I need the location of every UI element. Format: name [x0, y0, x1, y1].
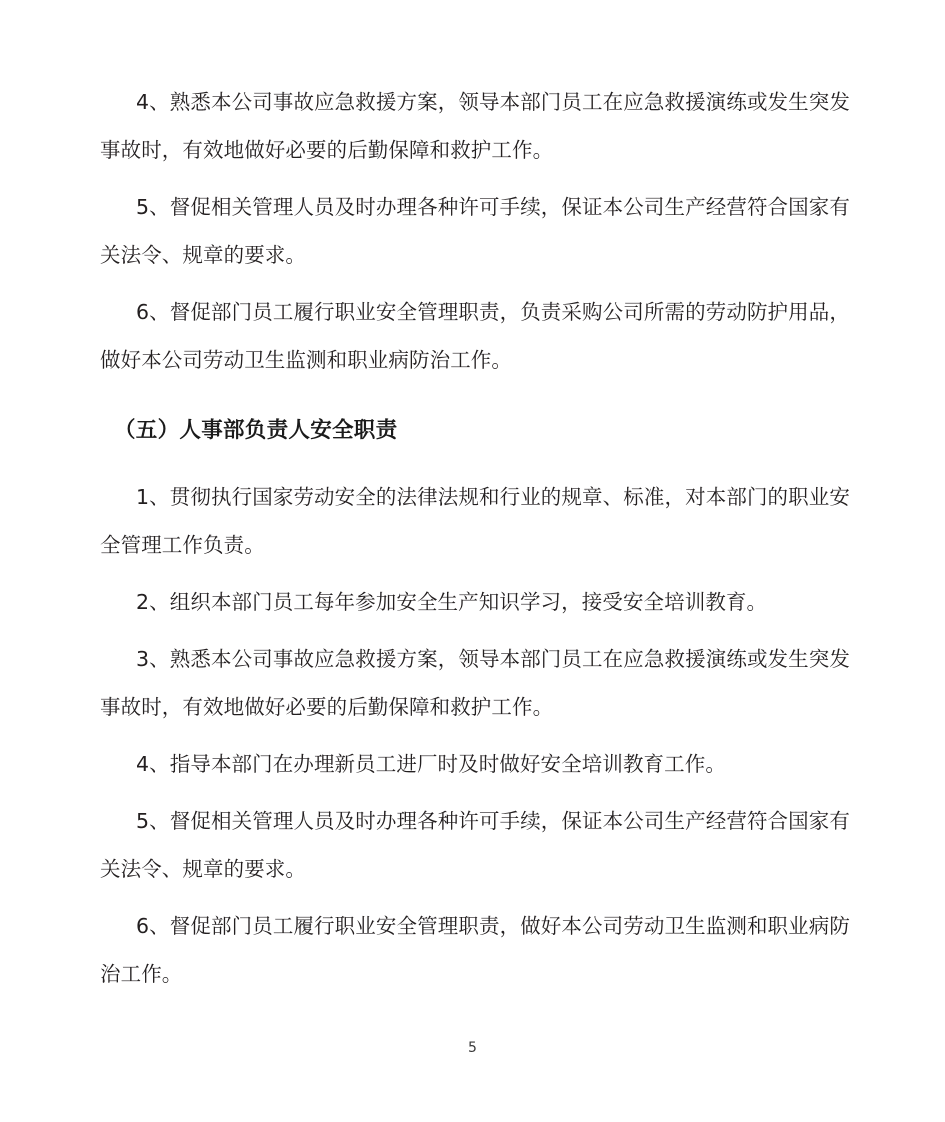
paragraph-hr-item-6-occupational-health: 6、督促部门员工履行职业安全管理职责，做好本公司劳动卫生监测和职业病防治工作。 — [100, 914, 850, 986]
paragraph-hr-item-4-new-employee: 4、指导本部门在办理新员工进厂时及时做好安全培训教育工作。 — [136, 752, 726, 776]
paragraph-item-4-logistics: 4、熟悉本公司事故应急救援方案，领导本部门员工在应急救援演练或发生突发事故时，有效地做好必要的后勤保障和救护工作。 — [100, 90, 850, 162]
paragraph-hr-item-5-permits: 5、督促相关管理人员及时办理各种许可手续，保证本公司生产经营符合国家有关法令、规章的要求。 — [100, 809, 850, 881]
paragraph-item-6-protective-supplies: 6、督促部门员工履行职业安全管理职责，负责采购公司所需的劳动防护用品，做好本公司劳动卫生监测和职业病防治工作。 — [100, 300, 850, 372]
paragraph-item-5-permits: 5、督促相关管理人员及时办理各种许可手续，保证本公司生产经营符合国家有关法令、规章的要求。 — [100, 195, 850, 267]
document-body — [100, 78, 850, 1007]
section-heading-hr-department: （五）人事部负责人安全职责 — [114, 418, 398, 443]
paragraph-hr-item-2-training: 2、组织本部门员工每年参加安全生产知识学习，接受安全培训教育。 — [136, 590, 768, 614]
paragraph-hr-item-1-laws: 1、贯彻执行国家劳动安全的法律法规和行业的规章、标准，对本部门的职业安全管理工作负责。 — [100, 485, 850, 557]
page-number: 5 — [468, 1040, 477, 1056]
paragraph-hr-item-3-emergency: 3、熟悉本公司事故应急救援方案，领导本部门员工在应急救援演练或发生突发事故时，有效地做好必要的后勤保障和救护工作。 — [100, 647, 850, 719]
